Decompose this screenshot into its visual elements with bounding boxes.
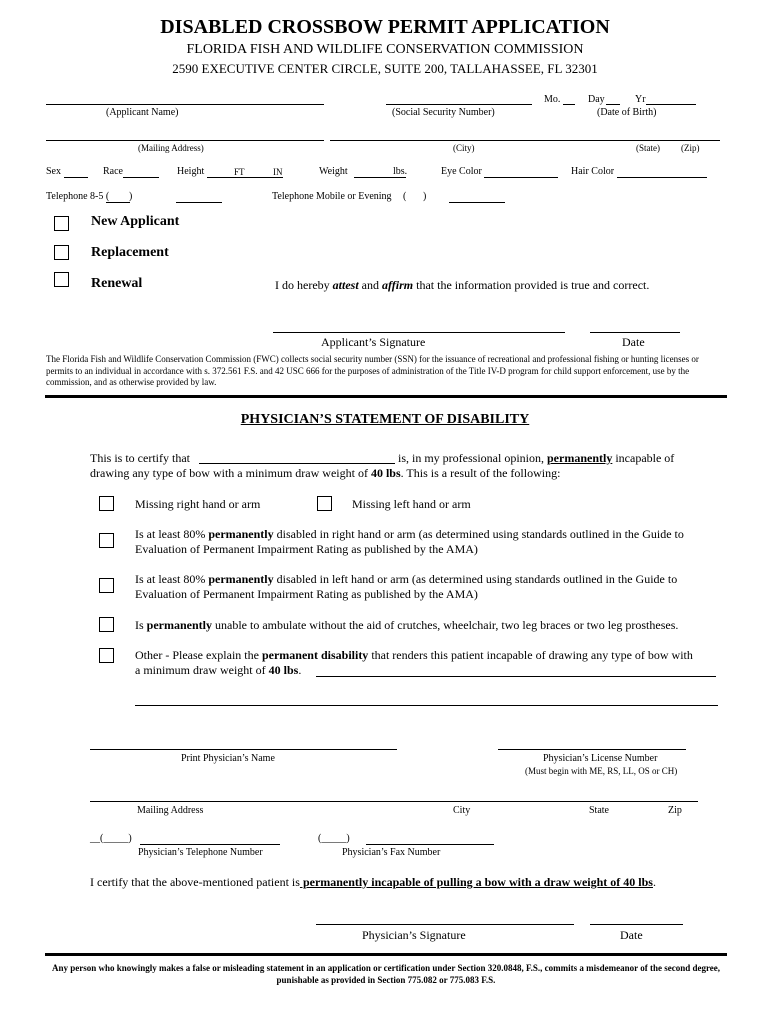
physician-mailing-field[interactable] (90, 801, 698, 802)
telephone-mobile-open-paren: ( (403, 191, 407, 202)
physician-fax-field[interactable] (366, 844, 494, 845)
telephone-mobile-label: Telephone Mobile or Evening (272, 191, 392, 202)
physician-city-label: City (453, 805, 471, 816)
city-state-zip-field[interactable] (330, 140, 720, 141)
eye-color-field[interactable] (484, 177, 558, 178)
missing-right-label: Missing right hand or arm (135, 497, 261, 511)
weight-label: Weight (319, 166, 348, 177)
city-label: (City) (453, 143, 475, 153)
eye-color-label: Eye Color (441, 166, 482, 177)
telephone-day-label: Telephone 8-5 ( (46, 191, 110, 202)
physician-phone-label: Physician’s Telephone Number (138, 847, 263, 858)
physician-phone-field[interactable] (140, 844, 280, 845)
physician-mailing-label: Mailing Address (137, 805, 204, 816)
new-applicant-label: New Applicant (91, 214, 180, 229)
height-in-label: IN (273, 167, 283, 177)
disabled-left-checkbox[interactable] (99, 578, 114, 593)
license-number-label: Physician’s License Number (543, 753, 658, 764)
ssn-notice: The Florida Fish and Wildlife Conservation Commission (FWC) collects social security number (SSN) for the issuance of recreational and professional fishing or hunting licenses or permits to an individual in accordance with s. 372.561 F.S. and 42 USC 666 for the purposes of administration of the Title IV-D program for child support enforcement, use by the commission, and as otherwise provided by law. (46, 354, 699, 387)
hair-color-label: Hair Color (571, 166, 615, 177)
license-number-field[interactable] (498, 749, 686, 750)
ambulate-checkbox[interactable] (99, 617, 114, 632)
applicant-date-label: Date (622, 335, 645, 349)
sex-label: Sex (46, 166, 61, 177)
physician-section-title: PHYSICIAN’S STATEMENT OF DISABILITY (240, 412, 530, 427)
dob-month-label: Mo. (544, 94, 561, 105)
telephone-mobile-close-paren: ) (423, 191, 427, 202)
applicant-signature-field[interactable] (273, 332, 565, 333)
renewal-checkbox[interactable] (54, 272, 69, 287)
dob-label: (Date of Birth) (597, 107, 657, 118)
race-field[interactable] (123, 177, 159, 178)
attest-statement: I do hereby attest and affirm that the information provided is true and correct. (275, 278, 650, 292)
disabled-right-text: Is at least 80% permanently disabled in right hand or arm (as determined using standards outlined in the Guide to (135, 527, 684, 541)
ambulate-text: Is permanently unable to ambulate without the aid of crutches, wheelchair, two leg braces or two leg prostheses. (135, 618, 679, 632)
physician-phone-prefix: __(_____) (90, 833, 132, 844)
sex-field[interactable] (64, 177, 88, 178)
zip-label: (Zip) (681, 143, 700, 153)
telephone-day-area-field[interactable] (106, 202, 130, 203)
applicant-name-label: (Applicant Name) (106, 107, 179, 118)
agency-address: 2590 EXECUTIVE CENTER CIRCLE, SUITE 200, TALLAHASSEE, FL 32301 (172, 61, 598, 76)
weight-lbs-label: lbs. (393, 166, 408, 177)
race-label: Race (103, 166, 123, 177)
ssn-field[interactable] (386, 104, 532, 105)
physician-date-label: Date (620, 928, 643, 942)
replacement-label: Replacement (91, 245, 169, 260)
missing-left-checkbox[interactable] (317, 496, 332, 511)
final-certification: I certify that the above-mentioned patient is permanently incapable of pulling a bow with a draw weight of 40 lbs. (90, 875, 656, 889)
physician-fax-label: Physician’s Fax Number (342, 847, 441, 858)
height-label: Height (177, 166, 205, 177)
dob-month-field[interactable] (563, 104, 575, 105)
physician-state-label: State (589, 805, 609, 816)
physician-name-field[interactable] (90, 749, 397, 750)
mailing-address-label: (Mailing Address) (138, 143, 204, 153)
dob-day-label: Day (588, 94, 605, 105)
other-explanation-field[interactable] (316, 676, 716, 677)
disabled-right-text-line2: Evaluation of Permanent Impairment Rating as published by the AMA) (135, 542, 478, 556)
state-label: (State) (636, 143, 660, 153)
disabled-left-text-line2: Evaluation of Permanent Impairment Rating as published by the AMA) (135, 587, 478, 601)
license-number-note: (Must begin with ME, RS, LL, OS or CH) (525, 766, 678, 776)
agency-name: FLORIDA FISH AND WILDLIFE CONSERVATION COMMISSION (186, 42, 584, 57)
footer-divider (45, 953, 727, 956)
section-divider (45, 395, 727, 398)
dob-year-label: Yr (635, 94, 646, 105)
other-text-line2: a minimum draw weight of 40 lbs. (135, 663, 302, 677)
replacement-checkbox[interactable] (54, 245, 69, 260)
form-title: DISABLED CROSSBOW PERMIT APPLICATION (160, 16, 610, 38)
telephone-day-field[interactable] (176, 202, 222, 203)
missing-left-label: Missing left hand or arm (352, 497, 471, 511)
patient-name-field[interactable] (199, 463, 395, 464)
physician-date-field[interactable] (590, 924, 683, 925)
other-text: Other - Please explain the permanent disability that renders this patient incapable of drawing any type of bow with (135, 648, 693, 662)
applicant-name-field[interactable] (46, 104, 324, 105)
dob-day-field[interactable] (606, 104, 620, 105)
physician-zip-label: Zip (668, 805, 682, 816)
height-ft-label: FT (234, 167, 245, 177)
physician-signature-label: Physician’s Signature (362, 928, 466, 942)
other-explanation-field-2[interactable] (135, 705, 718, 706)
new-applicant-checkbox[interactable] (54, 216, 69, 231)
other-checkbox[interactable] (99, 648, 114, 663)
physician-name-label: Print Physician’s Name (181, 753, 275, 764)
applicant-signature-label: Applicant’s Signature (321, 335, 426, 349)
physician-fax-prefix: (_____) (318, 833, 350, 844)
mailing-address-field[interactable] (46, 140, 324, 141)
dob-year-field[interactable] (646, 104, 696, 105)
missing-right-checkbox[interactable] (99, 496, 114, 511)
applicant-date-field[interactable] (590, 332, 680, 333)
certify-lead-text: This is to certify that (90, 451, 190, 465)
renewal-label: Renewal (91, 276, 143, 291)
telephone-day-paren: ) (129, 191, 133, 202)
disabled-left-text: Is at least 80% permanently disabled in left hand or arm (as determined using standards outlined in the Guide to (135, 572, 678, 586)
height-field[interactable] (207, 177, 283, 178)
certify-line1-text: is, in my professional opinion, permanently incapable of (398, 451, 675, 465)
footer-warning: Any person who knowingly makes a false or misleading statement in an application or certification under Section 320.0848, F.S., commits a misdemeanor of the second degree, punishable as provided in Section 775.082 or 775.083 F.S. (51, 963, 721, 985)
telephone-mobile-field[interactable] (449, 202, 505, 203)
disabled-right-checkbox[interactable] (99, 533, 114, 548)
hair-color-field[interactable] (617, 177, 707, 178)
ssn-label: (Social Security Number) (392, 107, 495, 118)
certify-line2-text: drawing any type of bow with a minimum draw weight of 40 lbs. This is a result of the following: (90, 466, 561, 480)
physician-signature-field[interactable] (316, 924, 574, 925)
weight-field[interactable] (354, 177, 406, 178)
